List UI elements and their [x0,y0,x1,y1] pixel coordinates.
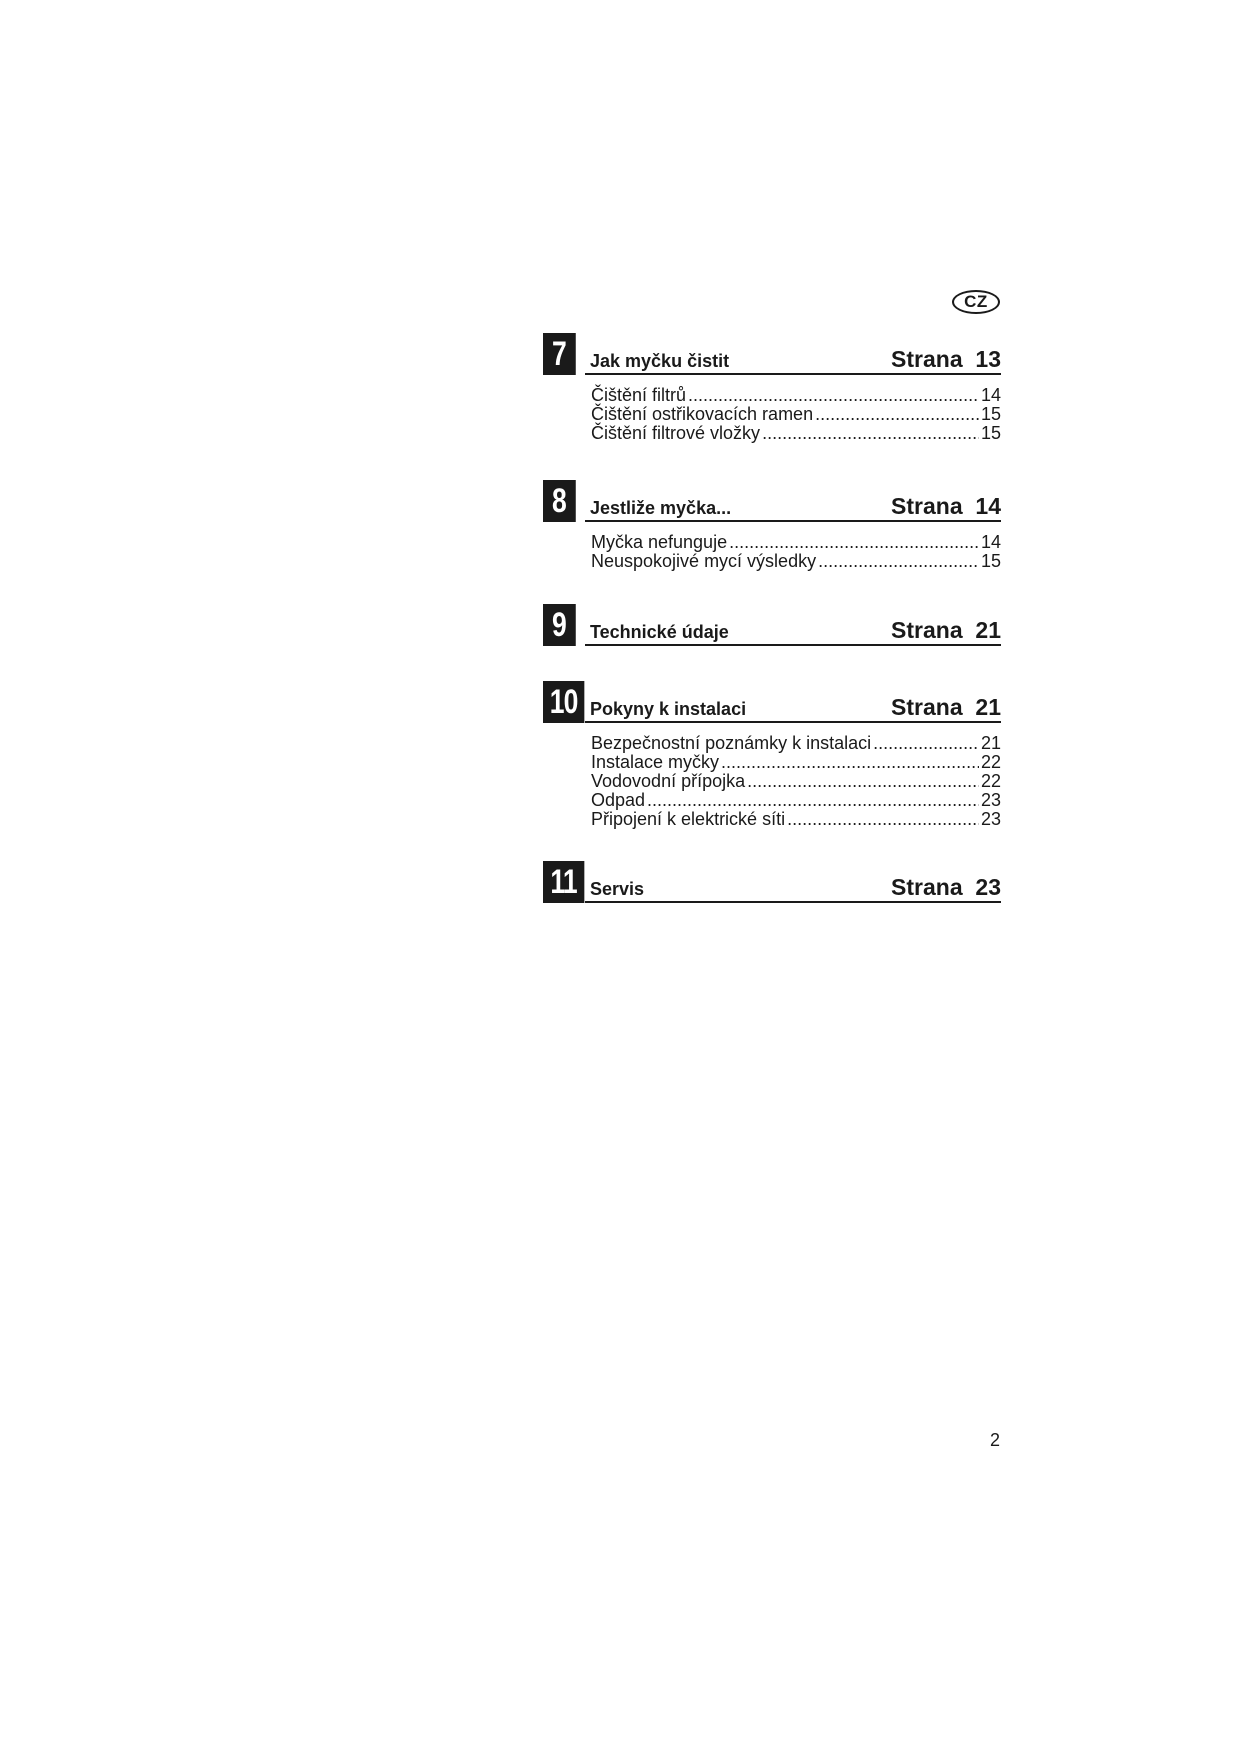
toc-section-7 [543,333,1001,443]
section-number: 10 [543,681,584,723]
section-number: 11 [543,861,584,903]
section-rule [585,721,1001,723]
section-title: Technické údaje [590,622,729,642]
dot-leader [747,772,979,791]
toc-entry [591,405,1001,424]
section-page: Strana 21 [891,617,1001,643]
toc-entry-label: Vodovodní přípojka [591,771,746,791]
toc-entry-page: 15 [980,423,1001,443]
toc-entry-label: Čištění ostřikovacích ramen [591,404,814,424]
toc-entry-page: 14 [980,532,1001,552]
toc-entry [591,533,1001,552]
dot-leader [818,552,979,571]
section-page: Strana 14 [891,493,1001,519]
toc-entry [591,791,1001,810]
toc-entry-label: Bezpečnostní poznámky k instalaci [591,733,872,753]
toc-entry-page: 23 [980,790,1001,810]
toc-entry-page: 22 [980,752,1001,772]
section-header [543,604,1001,646]
toc-entry [591,386,1001,405]
toc-entry-page: 22 [980,771,1001,791]
toc-entry-label: Čištění filtrů [591,385,687,405]
toc-entry [591,753,1001,772]
toc-section-11 [543,861,1001,903]
toc-entry-page: 15 [980,551,1001,571]
section-number: 7 [543,333,576,375]
dot-leader [647,791,979,810]
toc-entry-label: Připojení k elektrické síti [591,809,786,829]
dot-leader [721,753,979,772]
section-page: Strana 21 [891,694,1001,720]
dot-leader [815,405,979,424]
toc-entry [591,734,1001,753]
section-rule [585,520,1001,522]
section-title: Jak myčku čistit [590,351,730,371]
dot-leader [762,424,979,443]
toc-entry-label: Odpad [591,790,646,810]
section-rule [585,644,1001,646]
toc-entry [591,424,1001,443]
dot-leader [787,810,979,829]
toc-entry-label: Myčka nefunguje [591,532,728,552]
section-header [543,861,1001,903]
toc-section-10 [543,681,1001,829]
section-title: Pokyny k instalaci [590,699,747,719]
section-title: Servis [590,879,645,899]
section-rule [585,373,1001,375]
toc-section-9 [543,604,1001,646]
section-title: Jestliže myčka... [590,498,732,518]
toc-entry-page: 15 [980,404,1001,424]
dot-leader [873,734,979,753]
toc-entry [591,810,1001,829]
page-number: 2 [989,1430,1000,1450]
section-page: Strana 13 [891,346,1001,372]
dot-leader [688,386,979,405]
section-header [543,681,1001,723]
toc-entry-page: 23 [980,809,1001,829]
section-entries [591,533,1001,571]
toc-entry-label: Čištění filtrové vložky [591,423,761,443]
section-header [543,333,1001,375]
toc-section-8 [543,480,1001,571]
toc-entry-page: 14 [980,385,1001,405]
section-entries [591,734,1001,829]
toc-entry [591,772,1001,791]
language-badge: CZ [952,290,1000,314]
section-page: Strana 23 [891,874,1001,900]
toc-entry [591,552,1001,571]
toc-entry-label: Instalace myčky [591,752,720,772]
section-number: 9 [543,604,576,646]
section-header [543,480,1001,522]
section-entries [591,386,1001,443]
toc-entry-label: Neuspokojivé mycí výsledky [591,551,817,571]
dot-leader [729,533,979,552]
toc-entry-page: 21 [980,733,1001,753]
section-rule [585,901,1001,903]
section-number: 8 [543,480,576,522]
